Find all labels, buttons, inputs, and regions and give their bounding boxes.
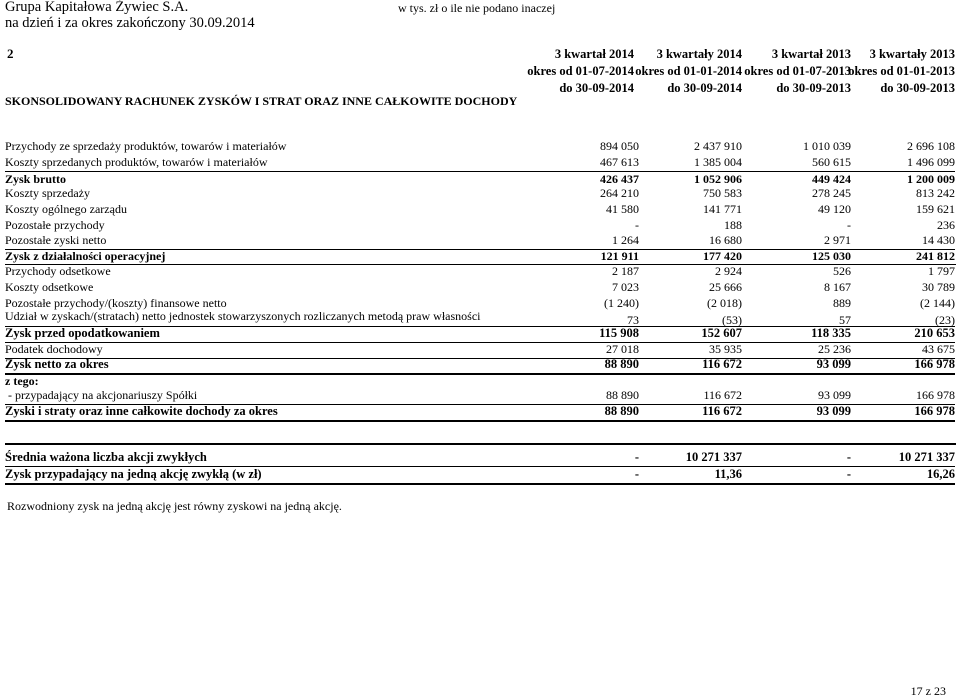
cell-value: -: [635, 218, 639, 232]
cell-value: (2 144): [920, 296, 955, 310]
cell-value: 889: [833, 296, 851, 310]
cell-value: 10 271 337: [685, 450, 742, 464]
cell-value: 27 018: [606, 342, 639, 356]
cell-value: -: [846, 450, 851, 464]
row-label: Przychody ze sprzedaży produktów, towarów i materiałów: [5, 139, 287, 153]
cell-value: 25 666: [709, 280, 742, 294]
row-label: Zysk brutto: [5, 172, 67, 186]
table-row: [5, 202, 955, 218]
column-header-9m-2014: [635, 46, 742, 97]
table-row-eps: [5, 450, 955, 467]
cell-value: 264 210: [600, 186, 639, 200]
cell-value: 1 200 009: [907, 172, 955, 186]
cell-value: 750 583: [703, 186, 742, 200]
row-label: Pozostałe przychody/(koszty) finansowe netto: [5, 296, 227, 310]
column-header-q3-2014: [527, 46, 634, 97]
cell-value: 152 607: [701, 326, 742, 340]
row-label: Średnia ważona liczba akcji zwykłych: [5, 450, 207, 464]
cell-value: 93 099: [816, 357, 851, 371]
row-label: Zysk przed opodatkowaniem: [5, 326, 160, 340]
table-row: [5, 139, 955, 155]
cell-value: 88 890: [604, 404, 639, 418]
section-divider: [5, 443, 956, 445]
row-label: Przychody odsetkowe: [5, 264, 111, 278]
table-row-total: [5, 357, 955, 375]
cell-value: 2 924: [715, 264, 742, 278]
cell-value: 166 978: [914, 357, 955, 371]
page-number: 17 z 23: [910, 684, 946, 698]
cell-value: 8 167: [824, 280, 851, 294]
table-row-total: [5, 404, 955, 422]
row-label: Zyski i straty oraz inne całkowite dochody za okres: [5, 404, 278, 418]
cell-value: 159 621: [916, 202, 955, 216]
column-to: do 30-09-2013: [776, 81, 851, 95]
cell-value: 16,26: [926, 467, 955, 481]
table-row: [5, 280, 955, 296]
cell-value: -: [634, 450, 639, 464]
column-to: do 30-09-2013: [880, 81, 955, 95]
cell-value: 10 271 337: [898, 450, 955, 464]
cell-value: (23): [935, 313, 955, 327]
column-range: okres od 01-01-2014: [635, 64, 742, 78]
column-title: 3 kwartał 2014: [554, 47, 634, 61]
cell-value: 116 672: [702, 357, 742, 371]
row-label: Zysk przypadający na jedną akcję zwykłą (w zł): [5, 467, 262, 481]
column-title: 3 kwartały 2013: [869, 47, 955, 61]
cell-value: 560 615: [812, 155, 851, 169]
row-label: Udział w zyskach/(stratach) netto jednostek stowarzyszonych rozliczanych metodą praw własności: [5, 309, 481, 323]
row-label: Pozostałe zyski netto: [5, 233, 107, 247]
cell-value: 1 385 004: [694, 155, 742, 169]
cell-value: 278 245: [812, 186, 851, 200]
cell-value: 118 335: [811, 326, 851, 340]
cell-value: 188: [724, 218, 742, 232]
cell-value: 2 696 108: [907, 139, 955, 153]
cell-value: 88 890: [604, 357, 639, 371]
row-label: Koszty sprzedaży: [5, 186, 90, 200]
column-title: 3 kwartały 2014: [656, 47, 742, 61]
reporting-period: na dzień i za okres zakończony 30.09.2014: [5, 15, 255, 31]
cell-value: 43 675: [922, 342, 955, 356]
cell-value: (53): [722, 313, 742, 327]
cell-value: (2 018): [707, 296, 742, 310]
column-range: okres od 01-07-2013: [744, 64, 851, 78]
table-row-subtotal: [5, 326, 955, 343]
cell-value: 467 613: [600, 155, 639, 169]
cell-value: -: [846, 467, 851, 481]
cell-value: 16 680: [709, 233, 742, 247]
cell-value: 1 010 039: [803, 139, 851, 153]
cell-value: -: [847, 218, 851, 232]
cell-value: 449 424: [812, 172, 851, 186]
cell-value: -: [634, 467, 639, 481]
cell-value: 73: [627, 313, 639, 327]
cell-value: 813 242: [916, 186, 955, 200]
column-range: okres od 01-07-2014: [527, 64, 634, 78]
cell-value: 41 580: [606, 202, 639, 216]
cell-value: 2 437 910: [694, 139, 742, 153]
company-name: Grupa Kapitałowa Żywiec S.A.: [5, 0, 189, 15]
cell-value: (1 240): [604, 296, 639, 310]
note-number: 2: [7, 46, 14, 61]
column-to: do 30-09-2014: [559, 81, 634, 95]
row-label: Koszty odsetkowe: [5, 280, 94, 294]
table-row: [5, 186, 955, 202]
cell-value: 88 890: [606, 388, 639, 402]
row-label: Zysk z działalności operacyjnej: [5, 249, 166, 263]
cell-value: 141 771: [703, 202, 742, 216]
column-header-q3-2013: [744, 46, 851, 97]
row-label: z tego:: [5, 374, 39, 388]
cell-value: 115 908: [599, 326, 639, 340]
cell-value: 236: [937, 218, 955, 232]
cell-value: 7 023: [612, 280, 639, 294]
cell-value: 1 797: [928, 264, 955, 278]
cell-value: 177 420: [703, 249, 742, 263]
cell-value: 241 812: [916, 249, 955, 263]
cell-value: 894 050: [600, 139, 639, 153]
footnote: Rozwodniony zysk na jedną akcję jest równy zyskowi na jedną akcję.: [7, 499, 342, 513]
cell-value: 116 672: [702, 404, 742, 418]
cell-value: 57: [839, 313, 851, 327]
cell-value: 121 911: [600, 249, 639, 263]
cell-value: 30 789: [922, 280, 955, 294]
table-row: [5, 155, 955, 172]
cell-value: 166 978: [914, 404, 955, 418]
cell-value: 14 430: [922, 233, 955, 247]
row-label: Zysk netto za okres: [5, 357, 109, 371]
row-label: - przypadający na akcjonariuszy Spółki: [5, 388, 198, 402]
table-row-eps: [5, 467, 955, 485]
cell-value: 125 030: [812, 249, 851, 263]
cell-value: 49 120: [818, 202, 851, 216]
cell-value: 210 653: [914, 326, 955, 340]
table-row-subtotal: [5, 249, 955, 265]
statement-title: SKONSOLIDOWANY RACHUNEK ZYSKÓW I STRAT ORAZ INNE CAŁKOWITE DOCHODY: [5, 94, 518, 108]
cell-value: 93 099: [816, 404, 851, 418]
row-label: Koszty ogólnego zarządu: [5, 202, 127, 216]
row-label: Podatek dochodowy: [5, 342, 103, 356]
column-header-9m-2013: [848, 46, 955, 97]
cell-value: 2 187: [612, 264, 639, 278]
cell-value: 93 099: [818, 388, 851, 402]
row-label: Pozostałe przychody: [5, 218, 105, 232]
cell-value: 426 437: [600, 172, 639, 186]
cell-value: 11,36: [714, 467, 742, 481]
cell-value: 2 971: [824, 233, 851, 247]
table-row: [5, 388, 955, 405]
cell-value: 35 935: [709, 342, 742, 356]
cell-value: 166 978: [916, 388, 955, 402]
column-to: do 30-09-2014: [667, 81, 742, 95]
cell-value: 1 052 906: [694, 172, 742, 186]
cell-value: 116 672: [703, 388, 742, 402]
table-row: [5, 218, 955, 234]
cell-value: 25 236: [818, 342, 851, 356]
table-row: [5, 264, 955, 280]
column-title: 3 kwartał 2013: [771, 47, 851, 61]
cell-value: 526: [833, 264, 851, 278]
row-label: Koszty sprzedanych produktów, towarów i materiałów: [5, 155, 268, 169]
table-row: [5, 309, 955, 327]
cell-value: 1 264: [612, 233, 639, 247]
table-row: [5, 233, 955, 250]
unit-note: w tys. zł o ile nie podano inaczej: [398, 1, 556, 15]
column-range: okres od 01-01-2013: [848, 64, 955, 78]
cell-value: 1 496 099: [907, 155, 955, 169]
